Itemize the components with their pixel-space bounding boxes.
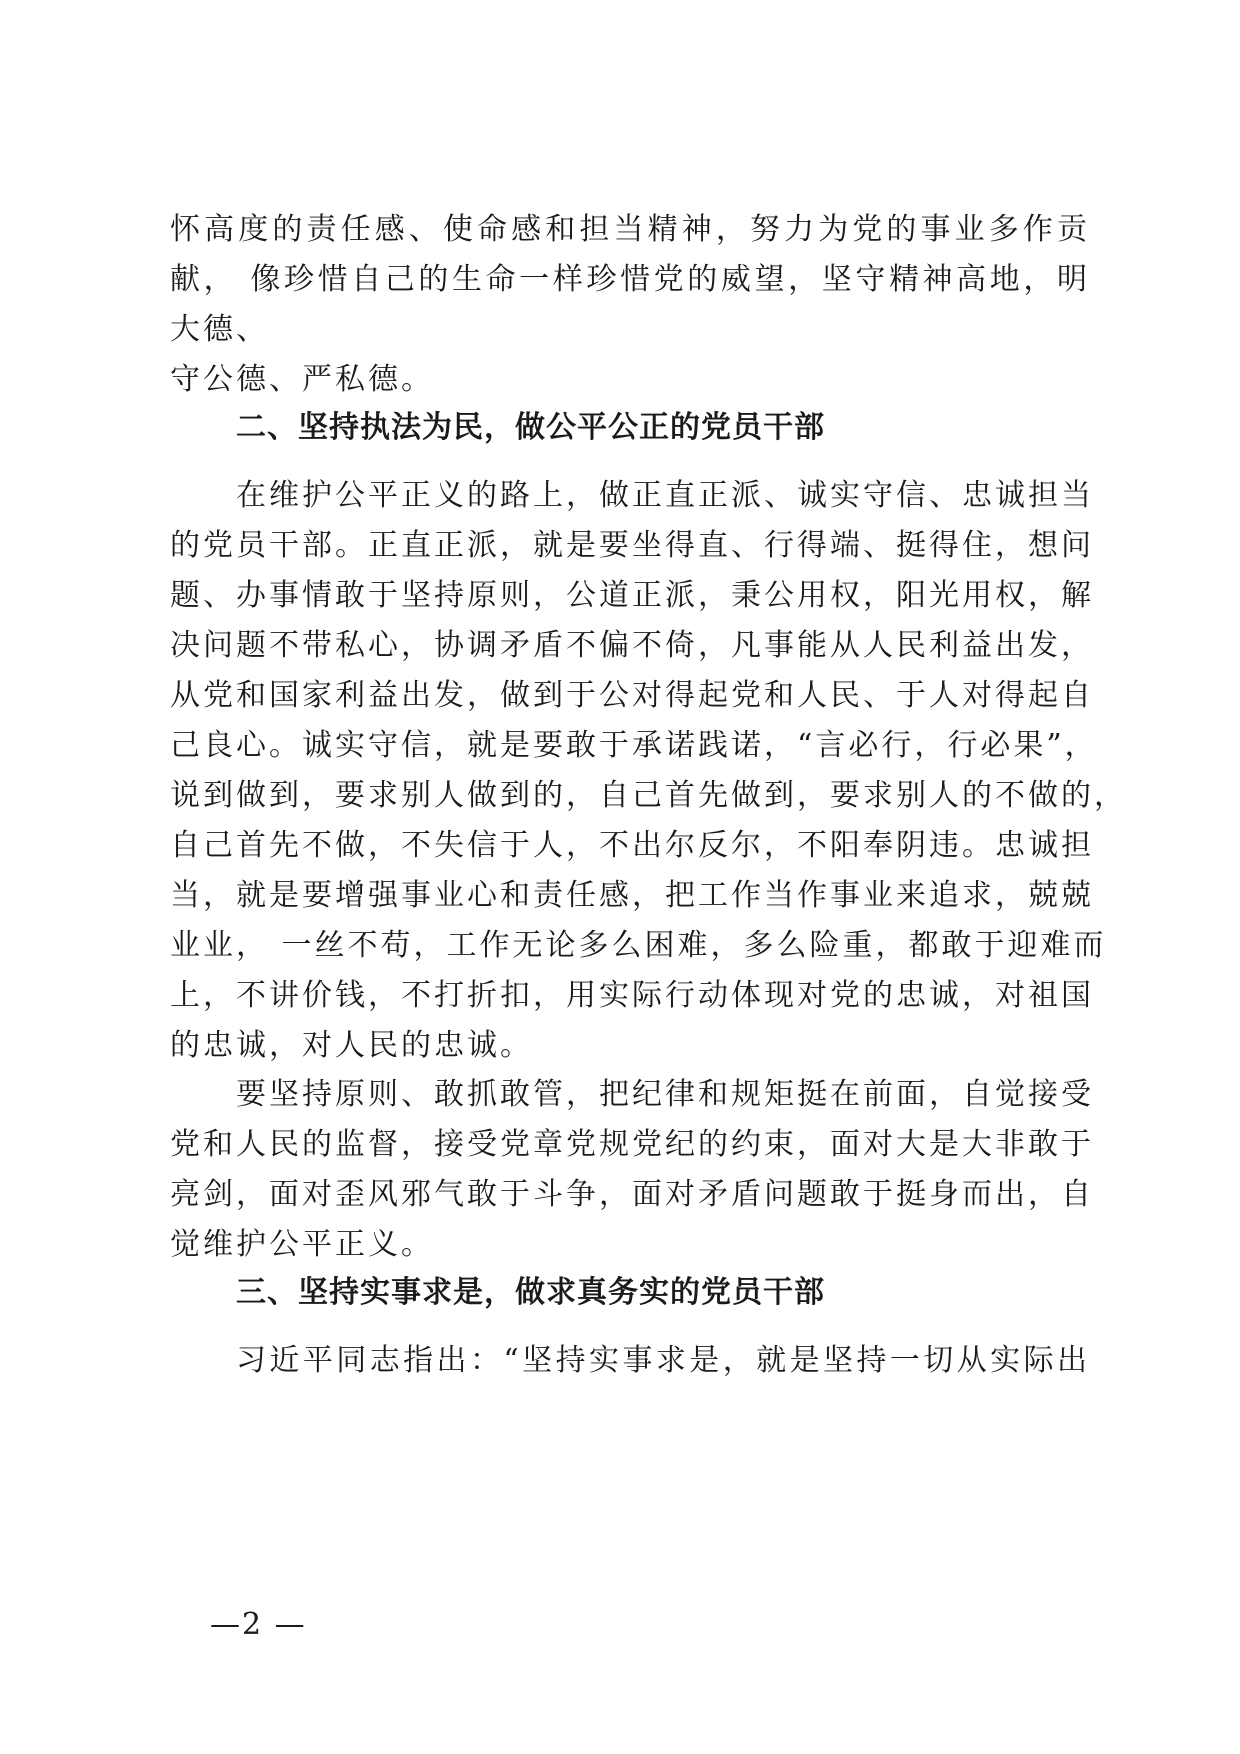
- section-heading-3: [170, 1268, 1090, 1318]
- heading-text: 三、坚持实事求是，做求真务实的党员干部: [236, 1275, 825, 1310]
- text-line: 自己首先不做，不失信于人，不出尔反尔，不阳奉阴违。忠诚担: [170, 828, 1094, 863]
- text-line: 业业， 一丝不苟，工作无论多么困难，多么险重，都敢于迎难而: [170, 928, 1107, 963]
- text-line: 决问题不带私心，协调矛盾不偏不倚，凡事能从人民利益出发，: [170, 628, 1094, 663]
- paragraph-text: [170, 1336, 1090, 1386]
- text-line: 大德、: [170, 312, 269, 347]
- section-2-paragraph-1: [170, 471, 1127, 1071]
- text-line: 守公德、严私德。: [170, 362, 434, 397]
- text-line: 习近平同志指出：“坚持实事求是，就是坚持一切从实际出: [236, 1343, 1090, 1378]
- text-line: 亮剑，面对歪风邪气敢于斗争，面对矛盾问题敢于挺身而出，自: [170, 1177, 1094, 1212]
- text-line: 献， 像珍惜自己的生命一样珍惜党的威望，坚守精神高地，明: [170, 262, 1090, 297]
- text-line: 的忠诚，对人民的忠诚。: [170, 1028, 533, 1063]
- text-line: 己良心。诚实守信，就是要敢于承诺践诺，“言必行，行必果”，: [170, 728, 1098, 763]
- text-line: 在维护公平正义的路上，做正直正派、诚实守信、忠诚担当: [236, 478, 1094, 513]
- heading-text: 二、坚持执法为民，做公平公正的党员干部: [236, 410, 825, 445]
- paragraph-text: [170, 205, 1090, 405]
- section-heading-2: [170, 403, 1090, 453]
- text-line: 上，不讲价钱，不打折扣，用实际行动体现对党的忠诚，对祖国: [170, 978, 1094, 1013]
- section-3-paragraph-1: [170, 1336, 1090, 1386]
- text-line: 觉维护公平正义。: [170, 1227, 434, 1262]
- text-line: 党和人民的监督，接受党章党规党纪的约束，面对大是大非敢于: [170, 1127, 1094, 1162]
- text-line: 题、办事情敢于坚持原则，公道正派，秉公用权，阳光用权，解: [170, 578, 1094, 613]
- section-2-paragraph-2: [170, 1070, 1094, 1270]
- continued-paragraph: [170, 205, 1090, 405]
- text-line: 从党和国家利益出发，做到于公对得起党和人民、于人对得起自: [170, 678, 1094, 713]
- text-line: 当，就是要增强事业心和责任感，把工作当作事业来追求，兢兢: [170, 878, 1094, 913]
- paragraph-text: [170, 1070, 1094, 1270]
- paragraph-text: [170, 471, 1127, 1071]
- page-number: —2 —: [210, 1607, 307, 1642]
- text-line: 怀高度的责任感、使命感和担当精神，努力为党的事业多作贡: [170, 212, 1090, 247]
- text-line: 说到做到，要求别人做到的，自己首先做到，要求别人的不做的，: [170, 778, 1127, 813]
- text-line: 的党员干部。正直正派，就是要坐得直、行得端、挺得住，想问: [170, 528, 1094, 563]
- text-line: 要坚持原则、敢抓敢管，把纪律和规矩挺在前面，自觉接受: [236, 1077, 1094, 1112]
